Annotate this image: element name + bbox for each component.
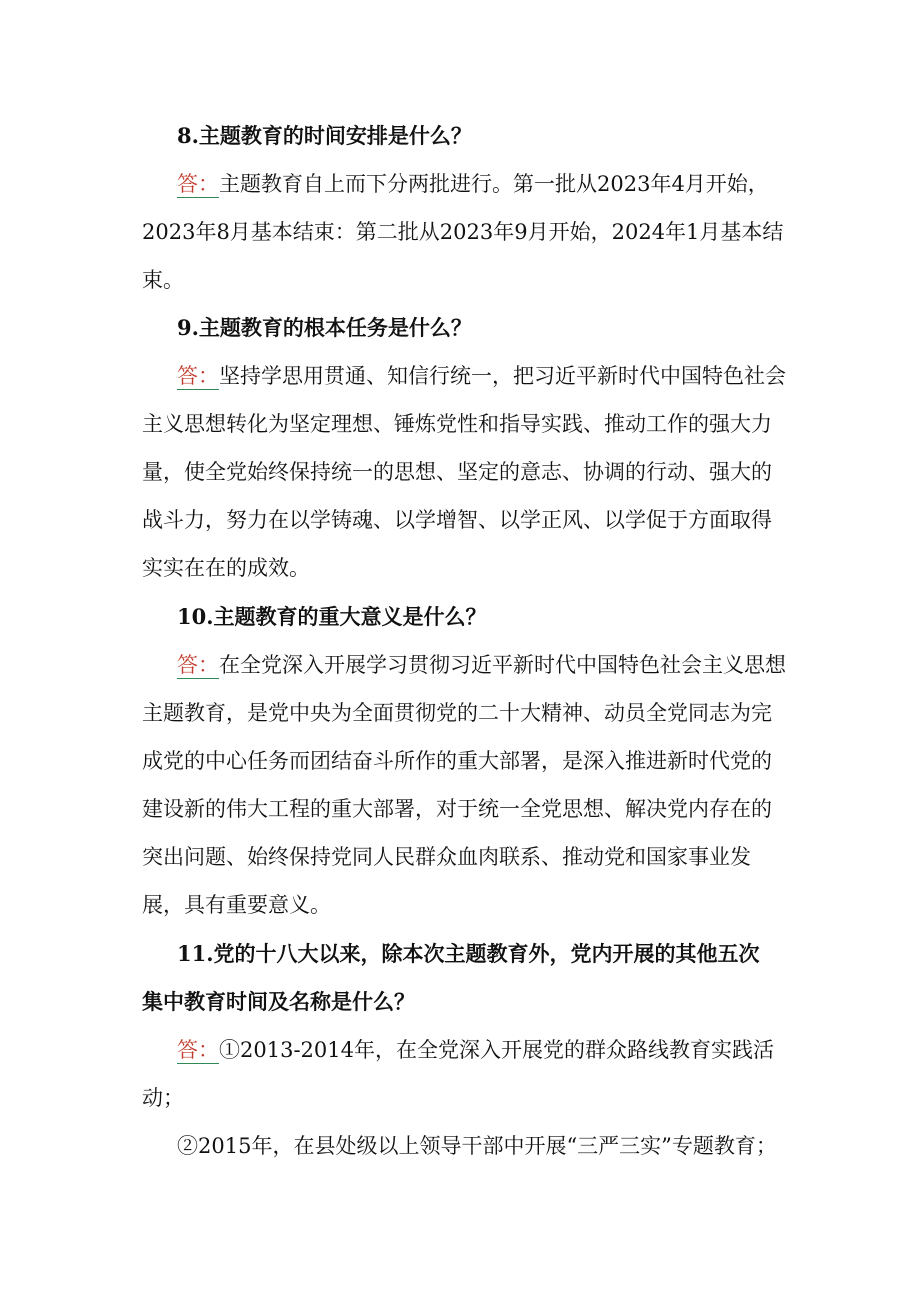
- answer-9: [142, 352, 792, 592]
- answer-label: 答：: [177, 1038, 219, 1062]
- question-11-cont: [142, 978, 792, 1026]
- answer-text: 主题教育自上而下分两批进行。第一批从2023年4月开始，2023年8月基本结束：第二批从2023年9月开始，2024年1月基本结束。: [142, 172, 784, 292]
- question-10: 10.主题教育的重大意义是什么？: [177, 604, 487, 629]
- answer-text: 在全党深入开展学习贯彻习近平新时代中国特色社会主义思想主题教育，是党中央为全面贯彻党的二十大精神、动员全党同志为完成党的中心任务而团结奋斗所作的重大部署，是深入推进新时代党的建设新的伟大工程的重大部署，对于统一全党思想、解决党内存在的突出问题、始终保持党同人民群众血肉联系、推动党和国家事业发展，具有重要意义。: [142, 653, 786, 917]
- question-9: 9.主题教育的根本任务是什么？: [177, 315, 472, 340]
- answer-11-extra: [142, 1122, 792, 1170]
- answer-11: [142, 1026, 792, 1122]
- answer-10: [142, 641, 792, 929]
- question-11: [142, 930, 792, 978]
- question-11-line-2: 集中教育时间及名称是什么？: [142, 989, 415, 1014]
- answer-text: 坚持学思用贯通、知信行统一，把习近平新时代中国特色社会主义思想转化为坚定理想、锤炼党性和指导实践、推动工作的强大力量，使全党始终保持统一的思想、坚定的意志、协调的行动、强大的战斗力，努力在以学铸魂、以学增智、以学正风、以学促于方面取得实实在在的成效。: [142, 364, 786, 580]
- question-11-line-1: 11.党的十八大以来，除本次主题教育外，党内开展的其他五次: [177, 941, 760, 966]
- answer-label: 答：: [177, 172, 219, 196]
- answer-extra-text: ②2015年，在县处级以上领导干部中开展“三严三实”专题教育；: [177, 1134, 777, 1158]
- answer-label: 答：: [177, 653, 219, 677]
- answer-8: [142, 160, 792, 304]
- answer-label: 答：: [177, 364, 219, 388]
- question-8: 8.主题教育的时间安排是什么？: [177, 123, 472, 148]
- answer-text: ①2013-2014年，在全党深入开展党的群众路线教育实践活动；: [142, 1038, 774, 1110]
